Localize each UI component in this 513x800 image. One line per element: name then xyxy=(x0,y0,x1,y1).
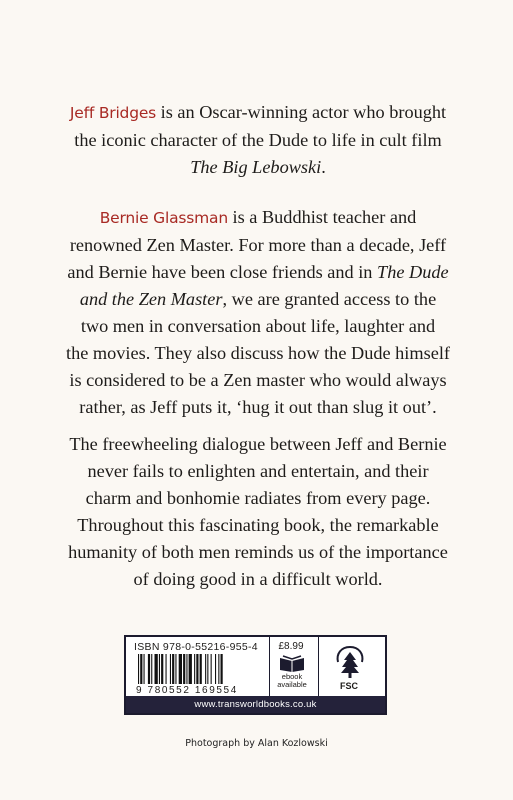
para2-line4: and the Zen Master, we are granted access to the xyxy=(79,289,437,309)
divider xyxy=(269,637,270,696)
barcode-panel xyxy=(124,635,387,715)
fsc-label: FSC xyxy=(340,681,358,691)
bernie-glassman-name: Bernie Glassman xyxy=(99,209,228,227)
price-label: £8.99 xyxy=(278,641,304,652)
para1-line3: The Big Lebowski. xyxy=(190,157,326,177)
ebook-label: ebook available xyxy=(277,672,307,689)
para2-line3: and Bernie have been close friends and in The Dude xyxy=(67,262,449,282)
para2-line8: rather, as Jeff puts it, ‘hug it out than slug it out’. xyxy=(79,397,437,417)
photo-credit: Photograph by Alan Kozlowski xyxy=(185,738,328,749)
description-paragraph xyxy=(48,431,468,593)
para2-line2: renowned Zen Master. For more than a decade, Jeff xyxy=(69,235,447,255)
jeff-bridges-paragraph xyxy=(48,99,468,181)
para3-line5: humanity of both men reminds us of the importance xyxy=(68,542,448,562)
para2-line5: two men in conversation about life, laughter and xyxy=(80,316,436,336)
barcode-digits: 9 780552 169554 xyxy=(136,685,238,696)
para2-line6: the movies. They also discuss how the Dude himself xyxy=(65,343,451,363)
para3-line6: of doing good in a difficult world. xyxy=(133,569,383,589)
bernie-glassman-paragraph xyxy=(48,204,468,421)
publisher-url: www.transworldbooks.co.uk xyxy=(126,696,385,713)
jeff-bridges-name: Jeff Bridges xyxy=(69,104,157,122)
film-title: The Big Lebowski xyxy=(190,157,322,177)
divider xyxy=(318,637,319,696)
para1-line2: the iconic character of the Dude to life in cult film xyxy=(74,130,442,150)
para2-line1: Bernie Glassman is a Buddhist teacher and xyxy=(99,207,417,227)
barcode xyxy=(138,654,262,686)
isbn-text: ISBN 978-0-55216-955-4 xyxy=(134,641,258,653)
ebook-icon xyxy=(278,655,306,673)
book-title-part2: and the Zen Master xyxy=(79,289,223,309)
para3-line3: charm and bonhomie radiates from every page. xyxy=(85,488,431,508)
book-title-part1: The Dude xyxy=(377,262,449,282)
para1-line1: Jeff Bridges is an Oscar-winning actor who brought xyxy=(69,102,447,122)
para3-line1: The freewheeling dialogue between Jeff and Bernie xyxy=(69,434,447,454)
para3-line4: Throughout this fascinating book, the remarkable xyxy=(77,515,439,535)
para2-line7: is considered to be a Zen master who would always xyxy=(69,370,447,390)
fsc-tree-icon xyxy=(333,644,367,680)
para3-line2: never fails to enlighten and entertain, and their xyxy=(87,461,429,481)
